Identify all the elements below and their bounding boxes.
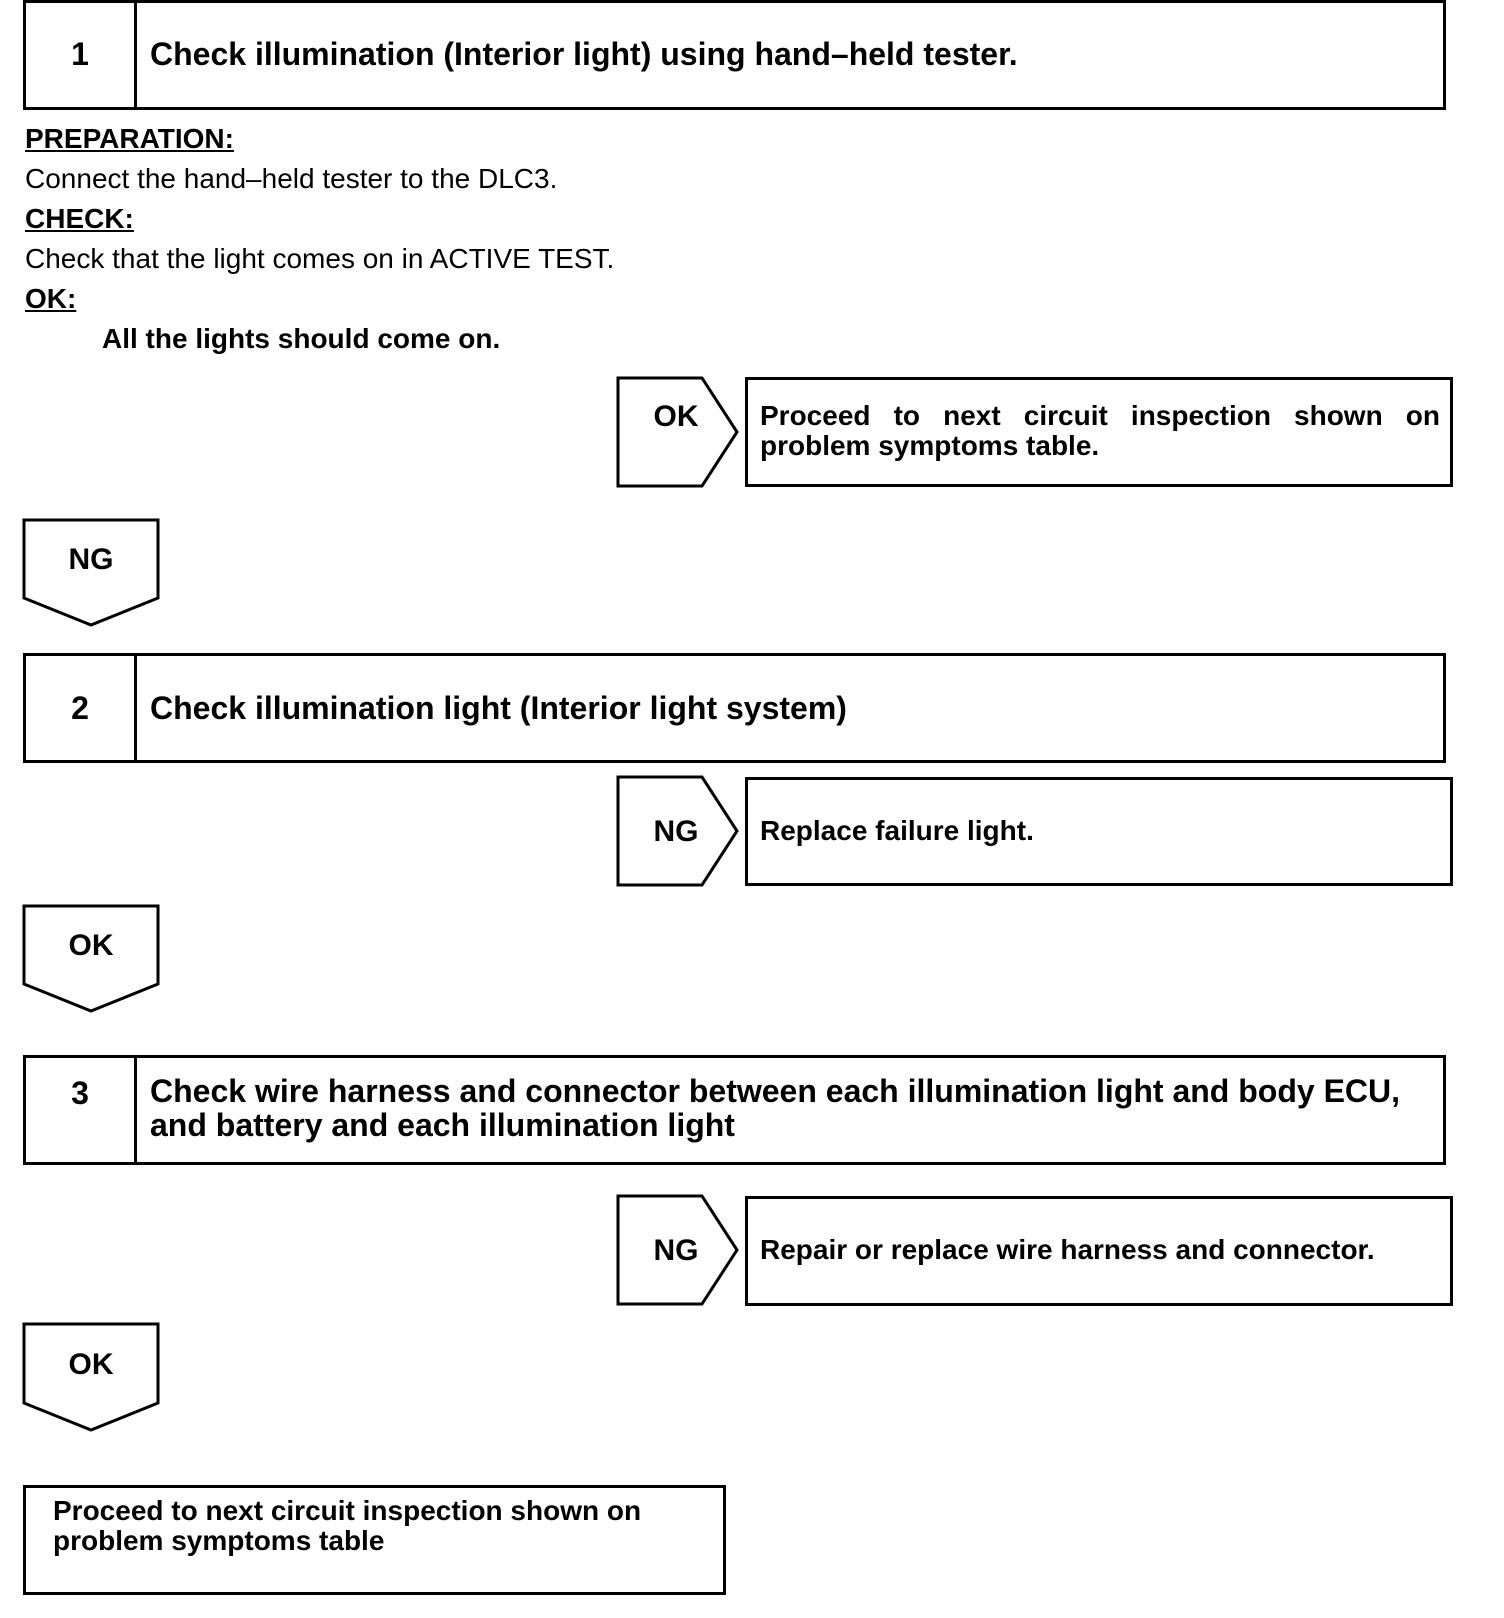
step-3-title: Check wire harness and connector between each illumination light and body ECU, and battery and each illumination light bbox=[150, 1073, 1401, 1143]
branch-1-result-text: Proceed to next circuit inspection shown on problem symptoms table. bbox=[760, 400, 1440, 461]
step-3-number: 3 bbox=[71, 1075, 89, 1111]
down-tag-2: OK bbox=[68, 929, 114, 962]
final-text: Proceed to next circuit inspection shown on problem symptoms table bbox=[53, 1495, 642, 1556]
down-tag-3: OK bbox=[68, 1348, 114, 1381]
step-2-number: 2 bbox=[71, 690, 89, 726]
ok-spec-text: All the lights should come on. bbox=[102, 323, 501, 354]
branch-1-tag: OK bbox=[653, 400, 699, 433]
ok-label: OK: bbox=[25, 283, 77, 314]
step-1-number: 1 bbox=[71, 36, 89, 72]
step-2-title: Check illumination light (Interior light system) bbox=[150, 690, 847, 726]
check-text: Check that the light comes on in ACTIVE TEST. bbox=[25, 243, 615, 274]
branch-2-tag: NG bbox=[653, 815, 699, 848]
preparation-label: PREPARATION: bbox=[25, 123, 234, 154]
step-1-title: Check illumination (Interior light) using hand–held tester. bbox=[150, 36, 1018, 72]
branch-3-tag: NG bbox=[653, 1234, 699, 1267]
branch-3-result-text: Repair or replace wire harness and connector. bbox=[760, 1234, 1375, 1265]
preparation-text: Connect the hand–held tester to the DLC3. bbox=[25, 163, 558, 194]
check-label: CHECK: bbox=[25, 203, 134, 234]
down-tag-1: NG bbox=[68, 543, 114, 576]
branch-2-result-text: Replace failure light. bbox=[760, 815, 1034, 846]
